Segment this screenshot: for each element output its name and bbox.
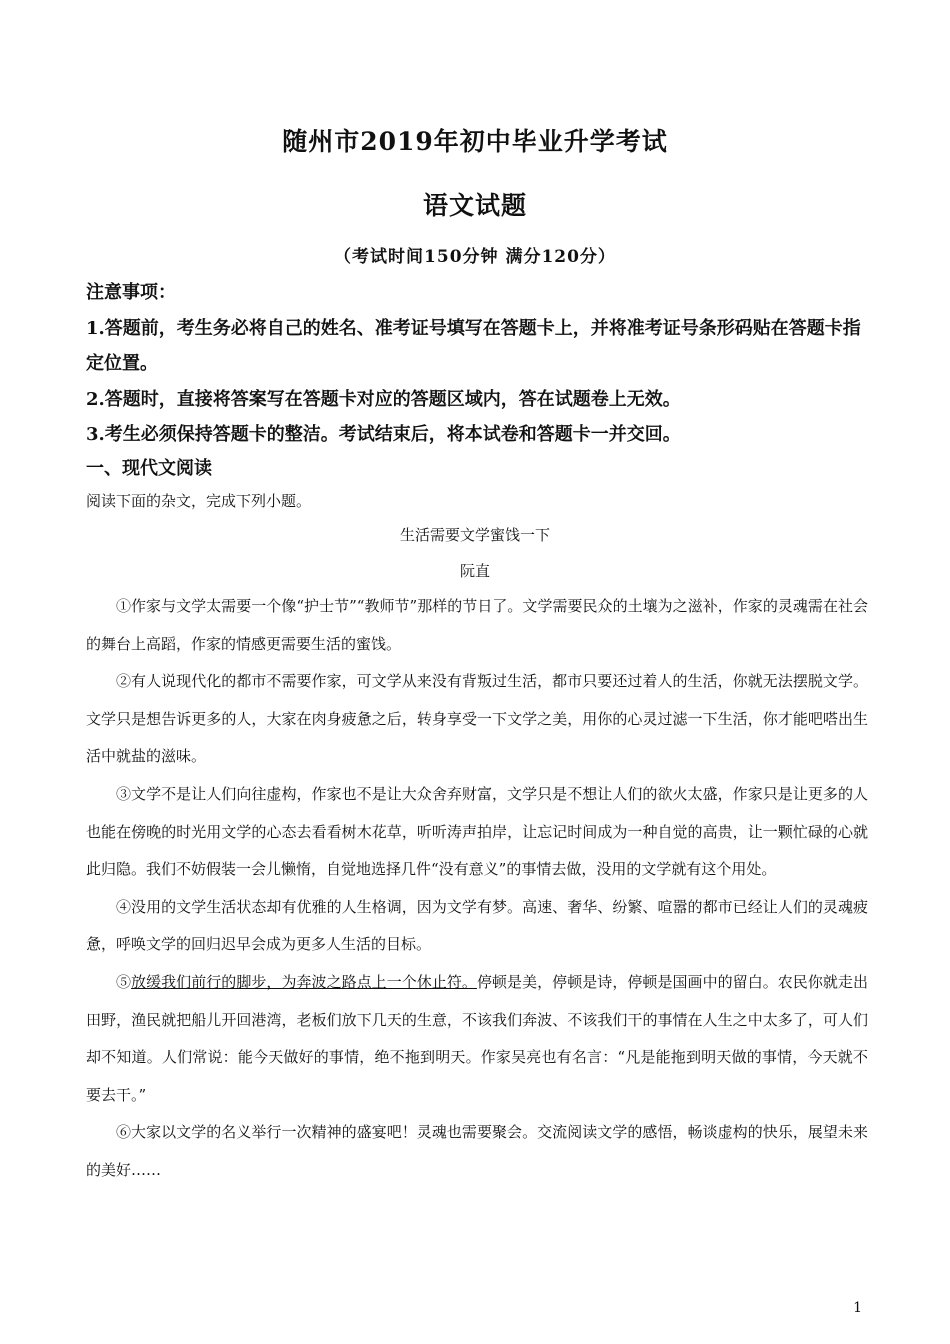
paragraph-1: ①作家与文学太需要一个像“护士节”“教师节”那样的节日了。文学需要民众的土壤为之滋补，作家的灵魂需在社会的舞台上高蹈，作家的情感更需要生活的蜜饯。 (86, 597, 868, 653)
subject-title: 语文试题 (422, 191, 527, 220)
article-title: 生活需要文学蜜饯一下 (399, 526, 550, 544)
paragraph-4: ④没用的文学生活状态却有优雅的人生格调，因为文学有梦。高速、奢华、纷繁、喧嚣的都市已经让人们的灵魂疲惫，呼唤文学的回归迟早会成为更多人生活的目标。 (86, 897, 868, 954)
exam-title: 随州市2019年初中毕业升学考试 (282, 127, 668, 156)
article-body (86, 588, 868, 1190)
paragraph-2: ②有人说现代化的都市不需要作家，可文学从来没有背叛过生活，都市只要还过着人的生活，你就无法摆脱文学。文学只是想告诉更多的人，大家在肉身疲惫之后，转身享受一下文学之美，用你的心灵过滤一下生活，你才能吧嗒出生活中就盐的滋味。 (86, 672, 868, 766)
section-heading: 一、现代文阅读 (86, 458, 212, 479)
page-number: 1 (853, 1300, 862, 1316)
note-item: 2.答题时，直接将答案写在答题卡对应的答题区域内，答在试题卷上无效。 (86, 388, 681, 410)
paragraph-5-text: 停顿是美，停顿是诗，停顿是国画中的留白。农民你就走出田野，渔民就把船儿开回港湾，老板们放下几天的生意，不该我们奔波、不该我们干的事情在人生之中太多了，可人们却不知道。人们常说：能今天做好的事情，绝不拖到明天。作家吴亮也有名言：“凡是能拖到明天做的事情，今天就不要去干。” (86, 972, 868, 1104)
notes-block (86, 275, 876, 453)
note-item: 1.答题前，考生务必将自己的姓名、准考证号填写在答题卡上，并将准考证号条形码贴在答题卡指定位置。 (86, 317, 861, 374)
paragraph-5-number: ⑤ (116, 972, 132, 991)
exam-info: （考试时间150分钟 满分120分） (334, 247, 616, 267)
paragraph-3: ③文学不是让人们向往虚构，作家也不是让大众舍弃财富，文学只是不想让人们的欲火太盛，作家只是让更多的人也能在傍晚的时光用文学的心态去看看树木花草，听听涛声拍岸，让忘记时间成为一种自觉的高贵，让一颗忙碌的心就此归隐。我们不妨假装一会儿懒惰，自觉地选择几件“没有意义”的事情去做，没用的文学就有这个用处。 (86, 784, 868, 879)
paragraph-6: ⑥大家以文学的名义举行一次精神的盛宴吧！灵魂也需要聚会。交流阅读文学的感悟，畅谈虚构的快乐，展望未来的美好…… (86, 1123, 868, 1179)
notes-heading: 注意事项： (86, 282, 176, 303)
article-author: 阮直 (459, 562, 490, 580)
note-item: 3.考生必须保持答题卡的整洁。考试结束后，将本试卷和答题卡一并交回。 (86, 424, 681, 445)
paragraph-5 (86, 964, 868, 1114)
underlined-sentence: 放缓我们前行的脚步，为奔波之路点上一个休止符。 (131, 972, 477, 991)
section-instruction: 阅读下面的杂文，完成下列小题。 (86, 492, 312, 510)
